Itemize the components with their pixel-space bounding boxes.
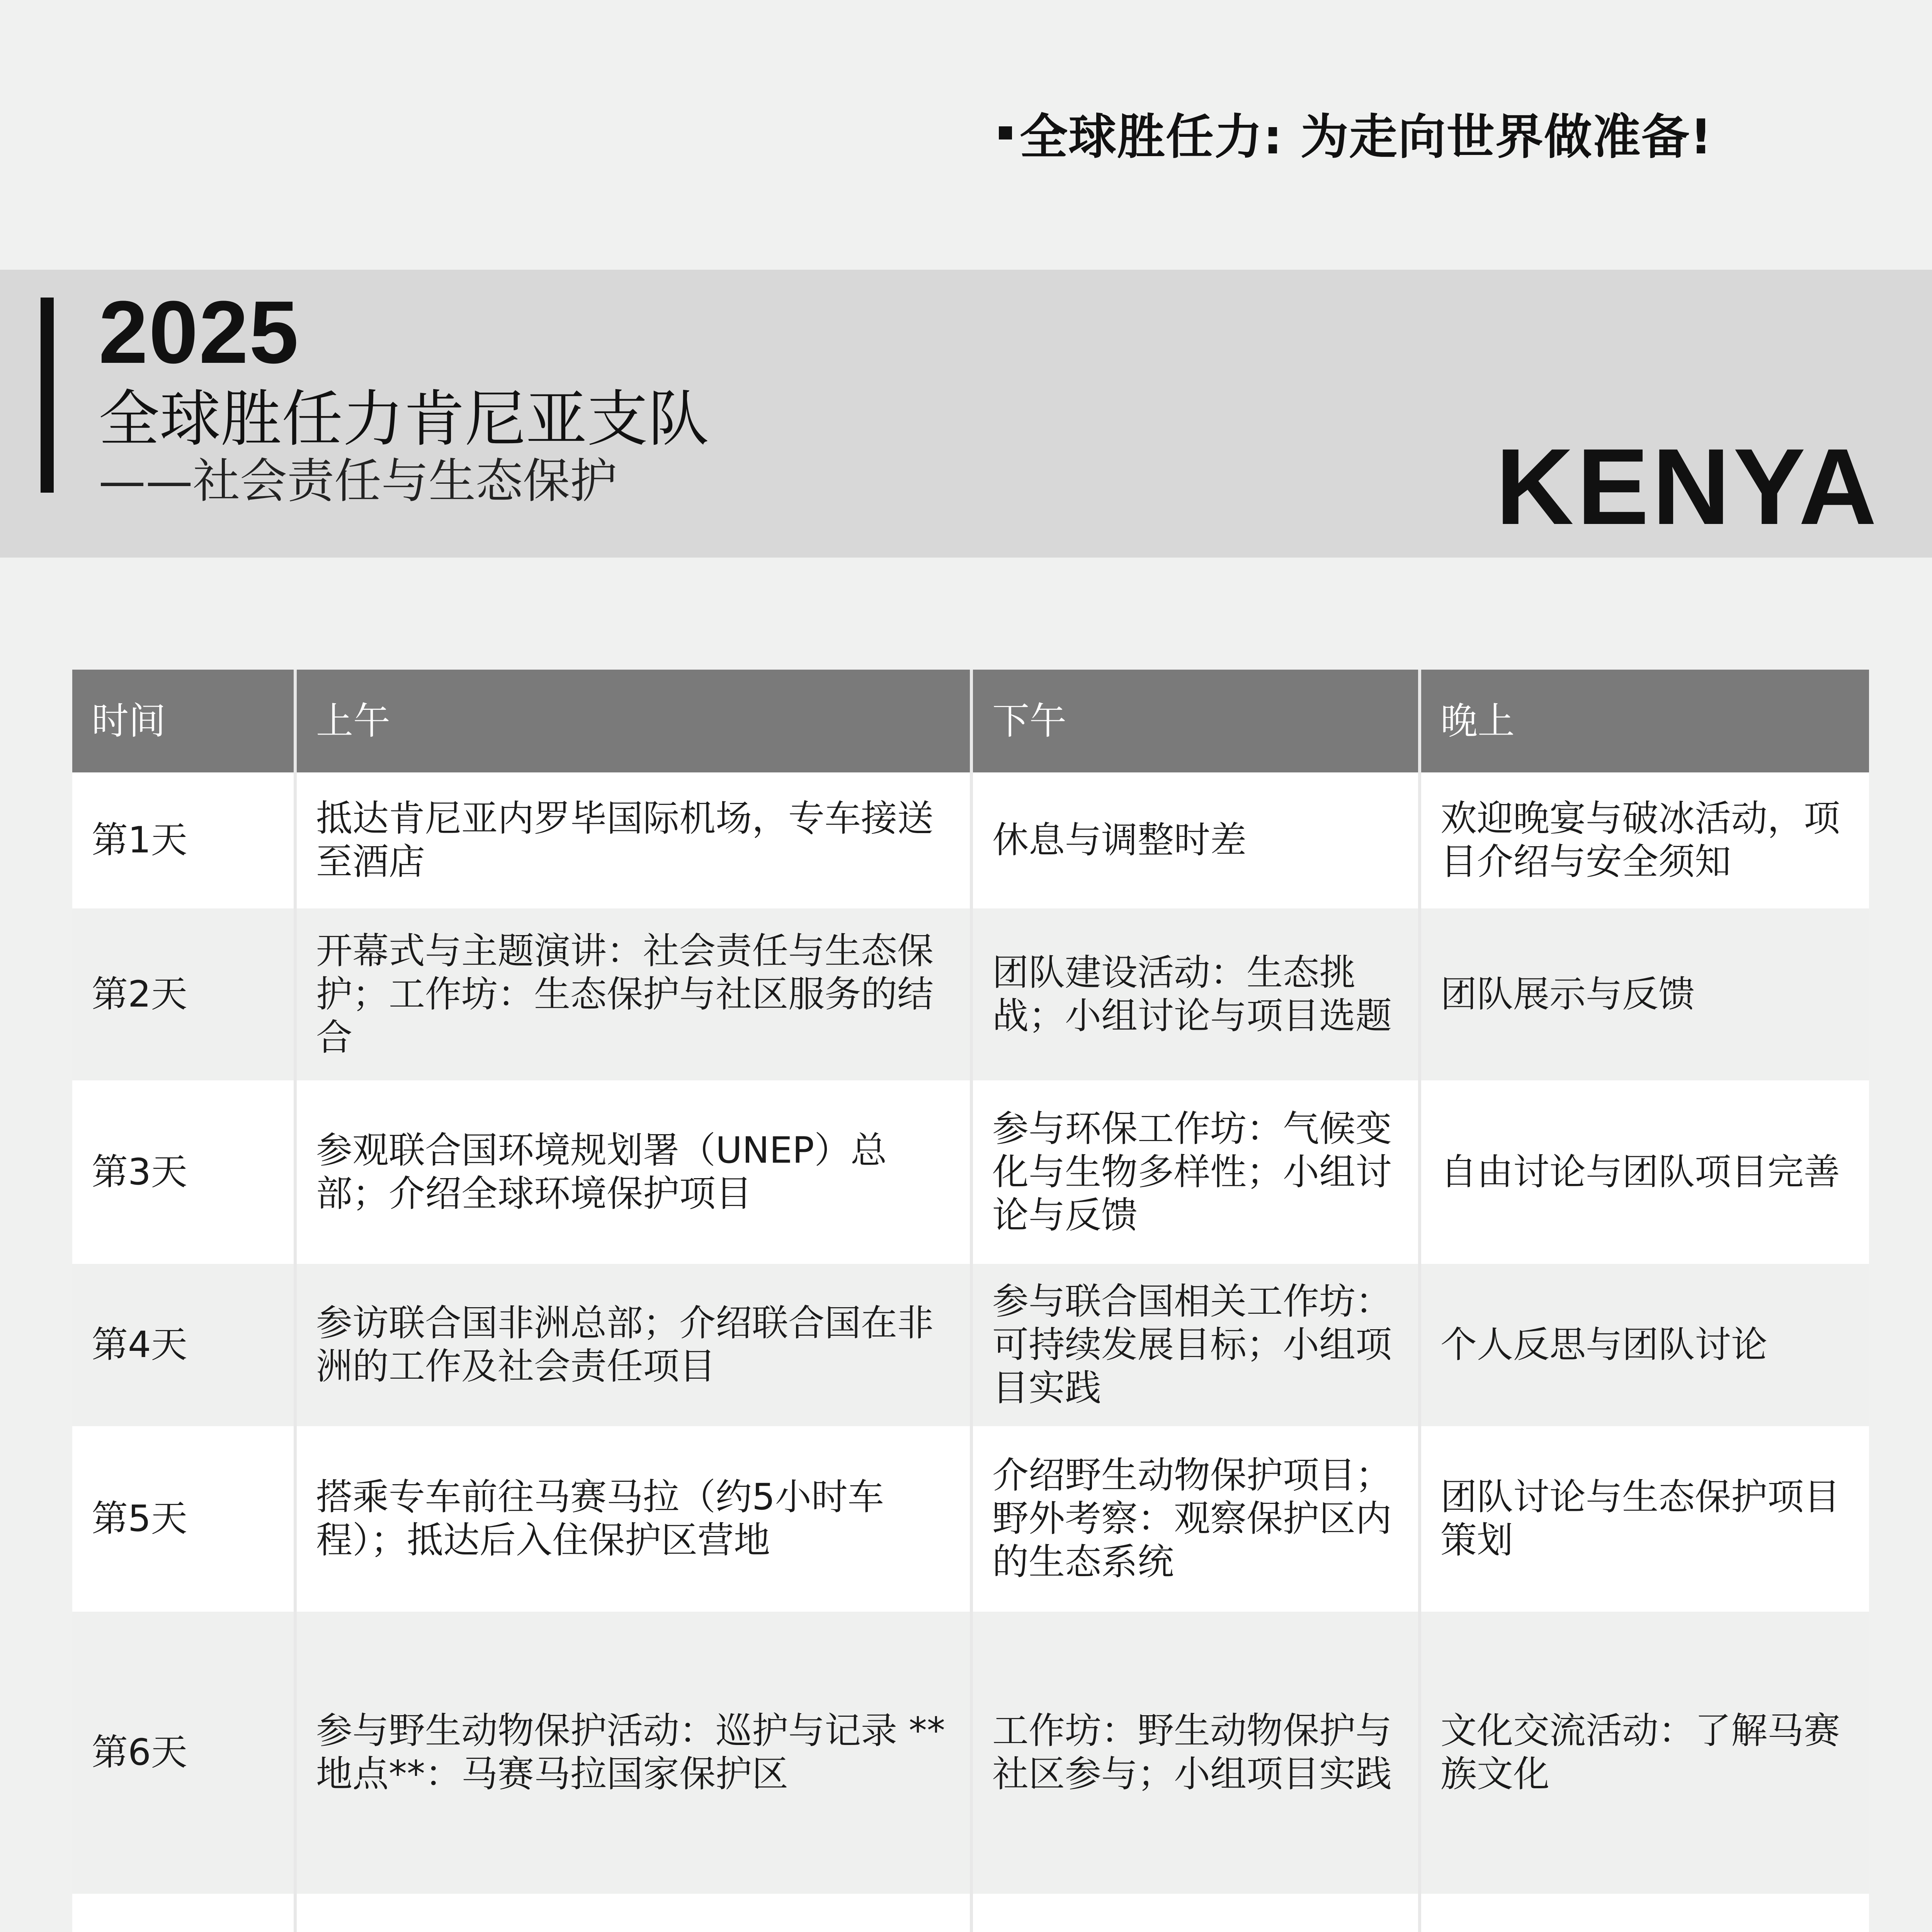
evening-cell: 团队展示与反馈 <box>1420 908 1869 1080</box>
afternoon-cell: 休息与调整时差 <box>971 772 1420 908</box>
morning-cell: 开幕式与主题演讲：社会责任与生态保护；工作坊：生态保护与社区服务的结合 <box>295 908 971 1080</box>
header-accent-bar <box>41 298 54 493</box>
evening-cell: 欢迎晚宴与破冰活动，项目介绍与安全须知 <box>1420 772 1869 908</box>
evening-cell: 自由讨论与团队项目完善 <box>1420 1080 1869 1264</box>
header-year: 2025 <box>99 282 299 382</box>
evening-cell: 文化交流活动：了解马赛族文化 <box>1420 1612 1869 1894</box>
afternoon-cell <box>971 1894 1420 1932</box>
afternoon-cell: 团队建设活动：生态挑战；小组讨论与项目选题 <box>971 908 1420 1080</box>
day-cell: 第6天 <box>72 1612 295 1894</box>
slogan-text: 全球胜任力: 为走向世界做准备! <box>1020 109 1713 165</box>
table-row <box>72 908 1869 1080</box>
morning-cell: 参访联合国非洲总部；介绍联合国在非洲的工作及社会责任项目 <box>295 1264 971 1426</box>
afternoon-cell: 工作坊：野生动物保护与社区参与；小组项目实践 <box>971 1612 1420 1894</box>
table-header-row <box>72 670 1869 772</box>
day-cell: 第5天 <box>72 1426 295 1612</box>
top-slogan <box>999 99 1713 167</box>
day-cell: 第4天 <box>72 1264 295 1426</box>
header-evening: 晚上 <box>1420 670 1869 772</box>
table-row <box>72 1264 1869 1426</box>
afternoon-cell: 介绍野生动物保护项目；野外考察：观察保护区内的生态系统 <box>971 1426 1420 1612</box>
morning-cell: 抵达肯尼亚内罗毕国际机场，专车接送至酒店 <box>295 772 971 908</box>
day-cell: 第2天 <box>72 908 295 1080</box>
morning-cell <box>295 1894 971 1932</box>
afternoon-cell: 参与联合国相关工作坊：可持续发展目标；小组项目实践 <box>971 1264 1420 1426</box>
evening-cell: 个人反思与团队讨论 <box>1420 1264 1869 1426</box>
afternoon-cell: 参与环保工作坊：气候变化与生物多样性；小组讨论与反馈 <box>971 1080 1420 1264</box>
header-time: 时间 <box>72 670 295 772</box>
morning-cell: 参观联合国环境规划署（UNEP）总部；介绍全球环境保护项目 <box>295 1080 971 1264</box>
morning-cell: 参与野生动物保护活动：巡护与记录 **地点**：马赛马拉国家保护区 <box>295 1612 971 1894</box>
table-row <box>72 1080 1869 1264</box>
table-row <box>72 1894 1869 1932</box>
table-row <box>72 772 1869 908</box>
table-row <box>72 1612 1869 1894</box>
header-afternoon: 下午 <box>971 670 1420 772</box>
bullet-icon <box>999 126 1012 139</box>
header-subtitle: ——社会责任与生态保护 <box>99 454 617 509</box>
evening-cell <box>1420 1894 1869 1932</box>
evening-cell: 团队讨论与生态保护项目策划 <box>1420 1426 1869 1612</box>
morning-cell: 搭乘专车前往马赛马拉（约5小时车程）；抵达后入住保护区营地 <box>295 1426 971 1612</box>
day-cell: 第1天 <box>72 772 295 908</box>
table-row <box>72 1426 1869 1612</box>
header-country: KENYA <box>1495 427 1880 547</box>
schedule-table <box>72 670 1869 1932</box>
header-title: 全球胜任力肯尼亚支队 <box>99 384 709 455</box>
day-cell: 第3天 <box>72 1080 295 1264</box>
day-cell <box>72 1894 295 1932</box>
header-morning: 上午 <box>295 670 971 772</box>
